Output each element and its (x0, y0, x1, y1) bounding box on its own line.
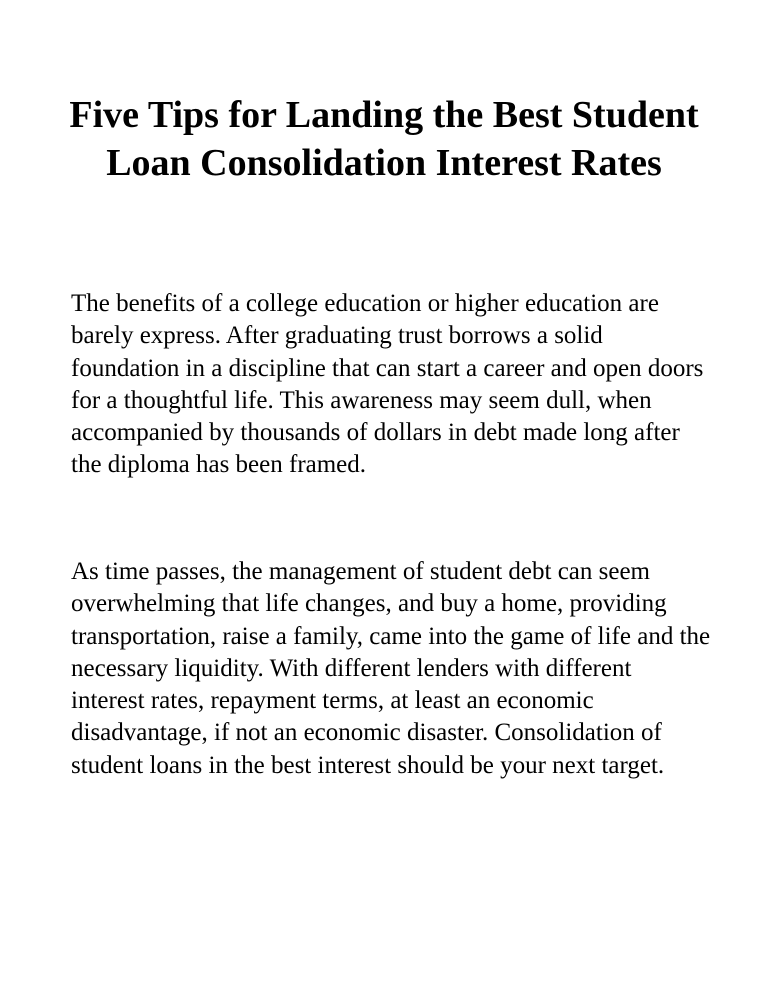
body-paragraph-1: The benefits of a college education or higher education are barely express. After graduating trust borrows a solid foundation in a discipline that can start a career and open doors for a thoughtful life. This awareness may seem dull, when accompanied by thousands of dollars in debt made long after the diploma has been framed. (71, 290, 704, 479)
body-paragraph-2: As time passes, the management of student debt can seem overwhelming that life changes, and buy a home, providing transportation, raise a family, came into the game of life and the necessary liquidity. With different lenders with different interest rates, repayment terms, at least an economic disadvantage, if not an economic disaster. Consolidation of student loans in the best interest should be your next target. (71, 558, 711, 779)
document-title: Five Tips for Landing the Best Student Loan Consolidation Interest Rates (69, 94, 699, 184)
